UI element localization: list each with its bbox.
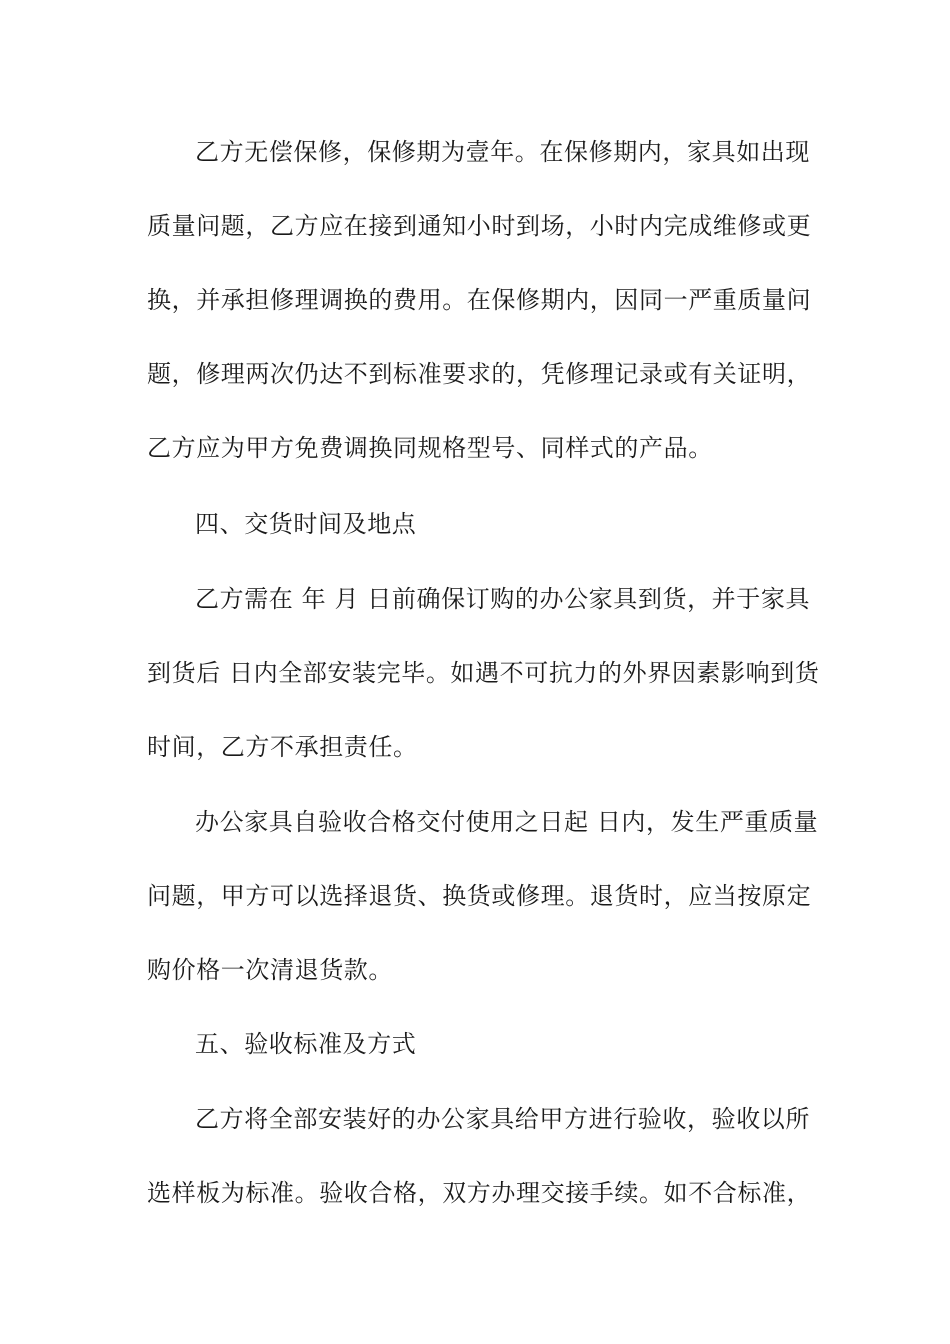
- paragraph-warranty-line-3: 换，并承担修理调换的费用。在保修期内，因同一严重质量问: [147, 286, 812, 314]
- paragraph-delivery-line-2: 到货后 日内全部安装完毕。如遇不可抗力的外界因素影响到货: [147, 659, 820, 687]
- paragraph-return-line-1: 办公家具自验收合格交付使用之日起 日内，发生严重质量: [195, 808, 819, 836]
- paragraph-return-line-3: 购价格一次清退货款。: [147, 956, 393, 984]
- section-heading-acceptance: 五、验收标准及方式: [195, 1030, 417, 1058]
- paragraph-delivery-line-1: 乙方需在 年 月 日前确保订购的办公家具到货，并于家具: [195, 585, 811, 613]
- paragraph-acceptance-line-2: 选样板为标准。验收合格，双方办理交接手续。如不合标准，: [147, 1179, 812, 1207]
- paragraph-return-line-2: 问题，甲方可以选择退货、换货或修理。退货时，应当按原定: [147, 882, 812, 910]
- paragraph-acceptance-line-1: 乙方将全部安装好的办公家具给甲方进行验收，验收以所: [195, 1105, 810, 1133]
- paragraph-warranty-line-2: 质量问题，乙方应在接到通知小时到场，小时内完成维修或更: [147, 212, 812, 240]
- paragraph-warranty-line-4: 题，修理两次仍达不到标准要求的，凭修理记录或有关证明，: [147, 360, 812, 388]
- paragraph-warranty-line-1: 乙方无偿保修，保修期为壹年。在保修期内，家具如出现: [195, 138, 810, 166]
- section-heading-delivery: 四、交货时间及地点: [195, 510, 417, 538]
- paragraph-warranty-line-5: 乙方应为甲方免费调换同规格型号、同样式的产品。: [147, 434, 713, 462]
- paragraph-delivery-line-3: 时间，乙方不承担责任。: [147, 733, 418, 761]
